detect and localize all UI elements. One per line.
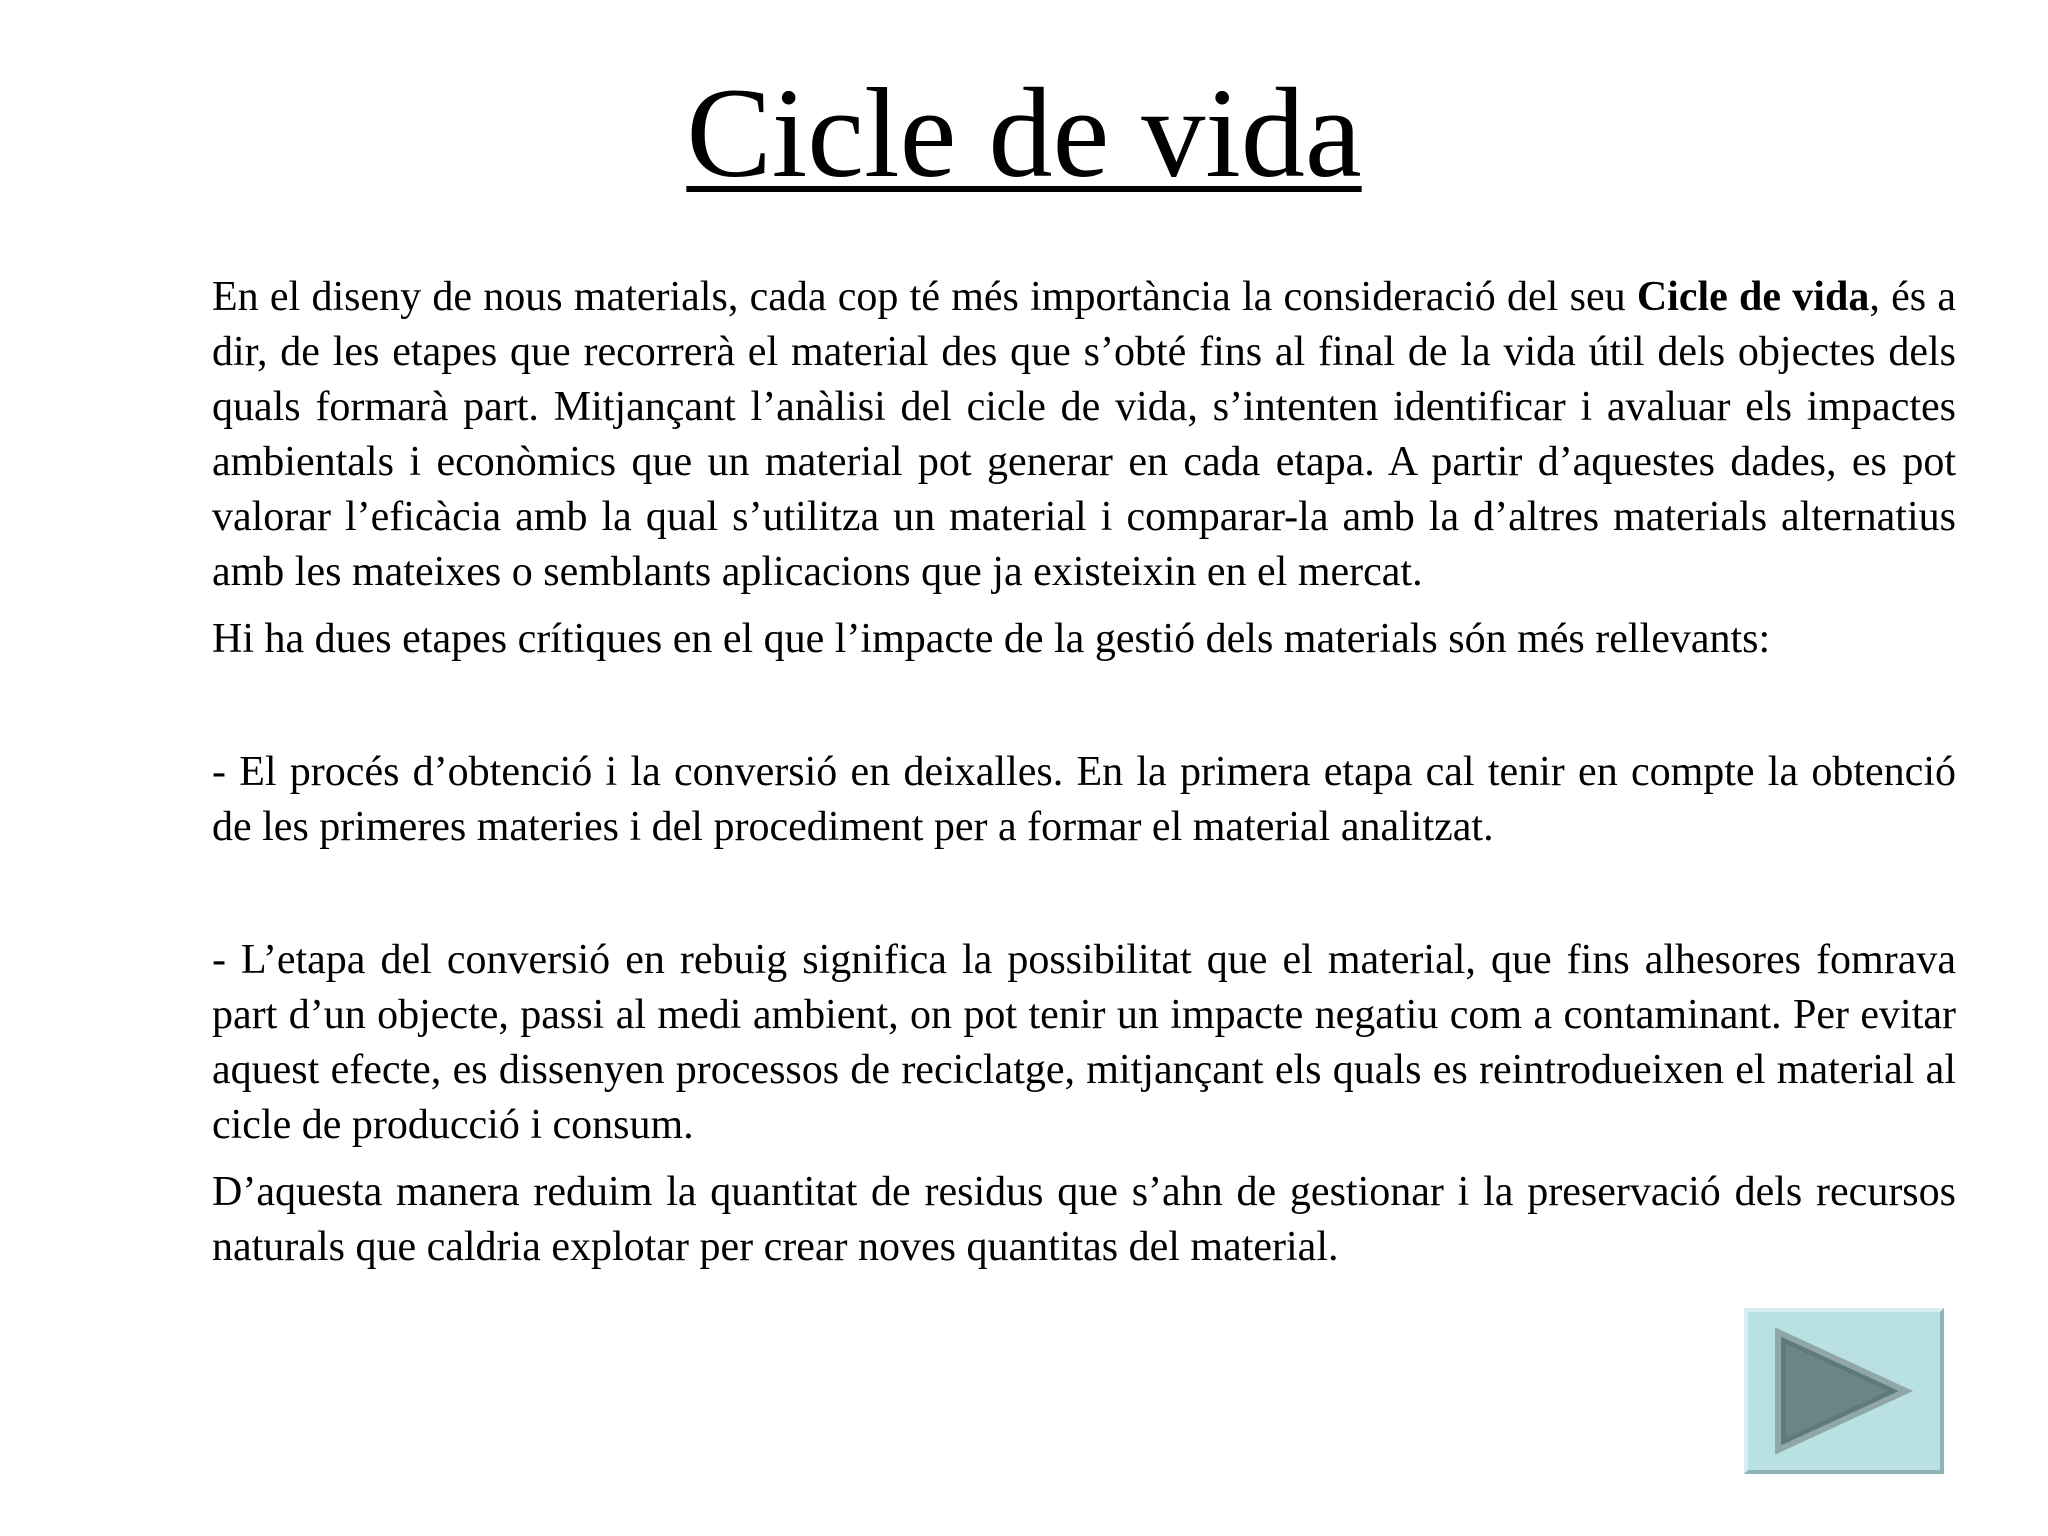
paragraph-stages: Hi ha dues etapes crítiques en el que l’impacte de la gestió dels materials són més rellevants: (212, 616, 1771, 662)
emphasis-term: Cicle de vida (1636, 274, 1870, 320)
slide-body (212, 270, 1956, 1275)
paragraph-intro: En el diseny de nous materials, cada cop té més importància la consideració del seu Cicle de vida, és a dir, de les etapes que recorrerà el material des que s’obté fins al final de la vida útil dels objectes dels quals formarà part. Mitjançant l’anàlisi del cicle de vida, s’intenten identificar i avaluar els impactes ambientals i econòmics que un material pot generar en cada etapa. A partir d’aquestes dades, es pot valorar l’eficàcia amb la qual s’utilitza un material i comparar-la amb la d’altres materials alternatius amb les mateixes o semblants aplicacions que ja existeixin en el mercat. (212, 274, 1956, 595)
paragraph-conclusion: D’aquesta manera reduim la quantitat de residus que s’ahn de gestionar i la preservació dels recursos naturals que caldria explotar per crear noves quantitas del material. (212, 1169, 1956, 1270)
next-slide-button[interactable] (1744, 1308, 1944, 1474)
paragraph-stage-one: - El procés d’obtenció i la conversió en deixalles. En la primera etapa cal tenir en compte la obtenció de les primeres materies i del procediment per a formar el material analitzat. (212, 749, 1956, 850)
paragraph-stage-two: - L’etapa del conversió en rebuig significa la possibilitat que el material, que fins alhesores fomrava part d’un objecte, passi al medi ambient, on pot tenir un impacte negatiu com a contaminant. Per evitar aquest efecte, es dissenyen processos de reciclatge, mitjançant els quals es reintrodueixen el material al cicle de producció i consum. (212, 937, 1956, 1148)
slide-title: Cicle de vida (686, 62, 1362, 204)
play-arrow-icon (1748, 1312, 1940, 1470)
